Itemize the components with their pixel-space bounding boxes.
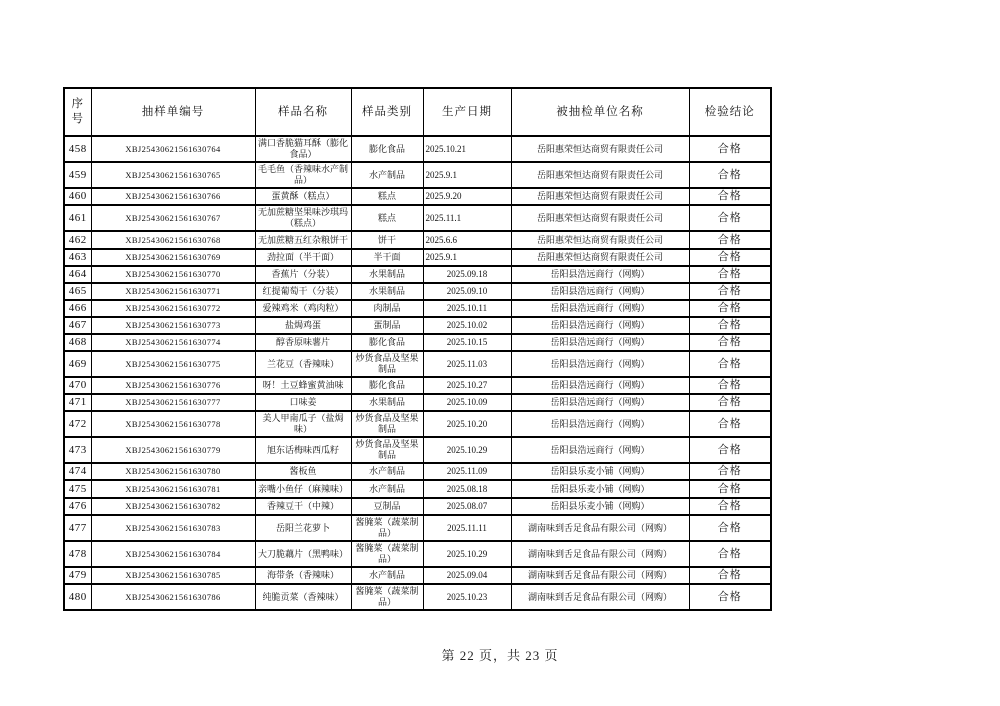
unit-cell: 岳阳县乐麦小铺（网购） (511, 480, 689, 498)
result-cell: 合格 (689, 205, 771, 231)
table-row (64, 266, 771, 283)
category-cell: 酱腌菜（蔬菜制品） (351, 584, 423, 610)
result-cell: 合格 (689, 249, 771, 266)
name-cell: 海带条（香辣味） (255, 567, 351, 584)
date-cell: 2025.6.6 (423, 231, 511, 249)
column-header: 被抽检单位名称 (511, 88, 689, 136)
code-cell: XBJ25430621561630765 (91, 162, 255, 188)
name-cell: 蛋黄酥（糕点） (255, 188, 351, 205)
unit-cell: 湖南味到舌足食品有限公司（网购） (511, 584, 689, 610)
name-cell: 酱板鱼 (255, 463, 351, 480)
table-row (64, 463, 771, 480)
table-row (64, 205, 771, 231)
table-row (64, 249, 771, 266)
seq-cell: 468 (64, 334, 91, 351)
header-row (64, 88, 771, 136)
name-cell: 美人甲南瓜子（盐焗味） (255, 411, 351, 437)
seq-cell: 461 (64, 205, 91, 231)
unit-cell: 岳阳县浩远商行（网购） (511, 266, 689, 283)
result-cell: 合格 (689, 136, 771, 162)
table-row (64, 300, 771, 317)
code-cell: XBJ25430621561630770 (91, 266, 255, 283)
column-header: 抽样单编号 (91, 88, 255, 136)
seq-cell: 474 (64, 463, 91, 480)
unit-cell: 岳阳惠荣恒达商贸有限责任公司 (511, 162, 689, 188)
code-cell: XBJ25430621561630775 (91, 351, 255, 377)
category-cell: 水产制品 (351, 480, 423, 498)
category-cell: 炒货食品及坚果制品 (351, 411, 423, 437)
result-cell: 合格 (689, 394, 771, 411)
code-cell: XBJ25430621561630773 (91, 317, 255, 334)
date-cell: 2025.10.20 (423, 411, 511, 437)
date-cell: 2025.09.18 (423, 266, 511, 283)
result-cell: 合格 (689, 541, 771, 567)
category-cell: 水产制品 (351, 463, 423, 480)
table-row (64, 498, 771, 515)
code-cell: XBJ25430621561630778 (91, 411, 255, 437)
table-row (64, 541, 771, 567)
category-cell: 膨化食品 (351, 334, 423, 351)
code-cell: XBJ25430621561630783 (91, 515, 255, 541)
table-row (64, 584, 771, 610)
date-cell: 2025.09.04 (423, 567, 511, 584)
date-cell: 2025.08.18 (423, 480, 511, 498)
seq-cell: 464 (64, 266, 91, 283)
seq-cell: 476 (64, 498, 91, 515)
category-cell: 水产制品 (351, 567, 423, 584)
result-cell: 合格 (689, 437, 771, 463)
unit-cell: 岳阳县浩远商行（网购） (511, 317, 689, 334)
name-cell: 劲拉面（半干面） (255, 249, 351, 266)
result-cell: 合格 (689, 411, 771, 437)
name-cell: 兰花豆（香辣味） (255, 351, 351, 377)
category-cell: 水果制品 (351, 283, 423, 300)
date-cell: 2025.10.23 (423, 584, 511, 610)
result-cell: 合格 (689, 162, 771, 188)
unit-cell: 岳阳县浩远商行（网购） (511, 300, 689, 317)
unit-cell: 岳阳县浩远商行（网购） (511, 334, 689, 351)
unit-cell: 岳阳县浩远商行（网购） (511, 283, 689, 300)
table-row (64, 567, 771, 584)
column-header: 检验结论 (689, 88, 771, 136)
category-cell: 豆制品 (351, 498, 423, 515)
seq-cell: 479 (64, 567, 91, 584)
name-cell: 盐焗鸡蛋 (255, 317, 351, 334)
table-row (64, 188, 771, 205)
code-cell: XBJ25430621561630779 (91, 437, 255, 463)
category-cell: 酱腌菜（蔬菜制品） (351, 541, 423, 567)
name-cell: 大刀脆藕片（黑鸭味） (255, 541, 351, 567)
table-row (64, 377, 771, 394)
name-cell: 岳阳兰花萝卜 (255, 515, 351, 541)
result-cell: 合格 (689, 567, 771, 584)
date-cell: 2025.09.10 (423, 283, 511, 300)
date-cell: 2025.11.11 (423, 515, 511, 541)
code-cell: XBJ25430621561630769 (91, 249, 255, 266)
name-cell: 爱辣鸡米（鸡肉粒） (255, 300, 351, 317)
table-row (64, 283, 771, 300)
table-row (64, 317, 771, 334)
unit-cell: 岳阳惠荣恒达商贸有限责任公司 (511, 205, 689, 231)
date-cell: 2025.11.1 (423, 205, 511, 231)
name-cell: 毛毛鱼（香辣味水产制品） (255, 162, 351, 188)
name-cell: 亲嘴小鱼仔（麻辣味） (255, 480, 351, 498)
seq-cell: 478 (64, 541, 91, 567)
name-cell: 呀！土豆蜂蜜黄油味 (255, 377, 351, 394)
code-cell: XBJ25430621561630786 (91, 584, 255, 610)
page-number-footer: 第 22 页，共 23 页 (441, 648, 559, 663)
date-cell: 2025.11.09 (423, 463, 511, 480)
category-cell: 半干面 (351, 249, 423, 266)
unit-cell: 岳阳县浩远商行（网购） (511, 437, 689, 463)
date-cell: 2025.10.27 (423, 377, 511, 394)
result-cell: 合格 (689, 515, 771, 541)
result-cell: 合格 (689, 231, 771, 249)
seq-cell: 472 (64, 411, 91, 437)
seq-cell: 462 (64, 231, 91, 249)
result-cell: 合格 (689, 317, 771, 334)
column-header: 序号 (64, 88, 91, 136)
code-cell: XBJ25430621561630784 (91, 541, 255, 567)
seq-cell: 465 (64, 283, 91, 300)
table-row (64, 480, 771, 498)
code-cell: XBJ25430621561630777 (91, 394, 255, 411)
date-cell: 2025.10.29 (423, 541, 511, 567)
unit-cell: 岳阳惠荣恒达商贸有限责任公司 (511, 249, 689, 266)
category-cell: 水产制品 (351, 162, 423, 188)
category-cell: 膨化食品 (351, 377, 423, 394)
code-cell: XBJ25430621561630768 (91, 231, 255, 249)
unit-cell: 湖南味到舌足食品有限公司（网购） (511, 541, 689, 567)
unit-cell: 岳阳惠荣恒达商贸有限责任公司 (511, 231, 689, 249)
date-cell: 2025.08.07 (423, 498, 511, 515)
unit-cell: 岳阳县浩远商行（网购） (511, 394, 689, 411)
result-cell: 合格 (689, 266, 771, 283)
code-cell: XBJ25430621561630780 (91, 463, 255, 480)
table-header (64, 88, 771, 136)
column-header: 样品类别 (351, 88, 423, 136)
category-cell: 膨化食品 (351, 136, 423, 162)
unit-cell: 岳阳县乐麦小铺（网购） (511, 498, 689, 515)
table-row (64, 334, 771, 351)
code-cell: XBJ25430621561630767 (91, 205, 255, 231)
code-cell: XBJ25430621561630772 (91, 300, 255, 317)
table-row (64, 411, 771, 437)
code-cell: XBJ25430621561630782 (91, 498, 255, 515)
result-cell: 合格 (689, 463, 771, 480)
unit-cell: 湖南味到舌足食品有限公司（网购） (511, 567, 689, 584)
code-cell: XBJ25430621561630764 (91, 136, 255, 162)
date-cell: 2025.10.21 (423, 136, 511, 162)
result-cell: 合格 (689, 480, 771, 498)
code-cell: XBJ25430621561630774 (91, 334, 255, 351)
result-cell: 合格 (689, 351, 771, 377)
name-cell: 醇香原味薯片 (255, 334, 351, 351)
seq-cell: 469 (64, 351, 91, 377)
name-cell: 纯脆贡菜（香辣味） (255, 584, 351, 610)
date-cell: 2025.10.29 (423, 437, 511, 463)
unit-cell: 岳阳惠荣恒达商贸有限责任公司 (511, 136, 689, 162)
category-cell: 蛋制品 (351, 317, 423, 334)
table-row (64, 515, 771, 541)
seq-cell: 475 (64, 480, 91, 498)
table-row (64, 231, 771, 249)
category-cell: 糕点 (351, 188, 423, 205)
code-cell: XBJ25430621561630776 (91, 377, 255, 394)
result-cell: 合格 (689, 334, 771, 351)
date-cell: 2025.10.15 (423, 334, 511, 351)
name-cell: 旭东话梅味西瓜籽 (255, 437, 351, 463)
seq-cell: 460 (64, 188, 91, 205)
date-cell: 2025.9.1 (423, 249, 511, 266)
seq-cell: 466 (64, 300, 91, 317)
category-cell: 肉制品 (351, 300, 423, 317)
name-cell: 香蕉片（分装） (255, 266, 351, 283)
unit-cell: 湖南味到舌足食品有限公司（网购） (511, 515, 689, 541)
code-cell: XBJ25430621561630766 (91, 188, 255, 205)
name-cell: 无加蔗糖五红杂粮饼干 (255, 231, 351, 249)
code-cell: XBJ25430621561630785 (91, 567, 255, 584)
seq-cell: 459 (64, 162, 91, 188)
category-cell: 炒货食品及坚果制品 (351, 437, 423, 463)
table-row (64, 162, 771, 188)
table-row (64, 136, 771, 162)
date-cell: 2025.10.09 (423, 394, 511, 411)
unit-cell: 岳阳县浩远商行（网购） (511, 377, 689, 394)
category-cell: 炒货食品及坚果制品 (351, 351, 423, 377)
seq-cell: 463 (64, 249, 91, 266)
unit-cell: 岳阳县浩远商行（网购） (511, 351, 689, 377)
category-cell: 糕点 (351, 205, 423, 231)
date-cell: 2025.10.02 (423, 317, 511, 334)
table-row (64, 351, 771, 377)
seq-cell: 480 (64, 584, 91, 610)
code-cell: XBJ25430621561630771 (91, 283, 255, 300)
name-cell: 香辣豆干（中辣） (255, 498, 351, 515)
result-cell: 合格 (689, 498, 771, 515)
result-cell: 合格 (689, 377, 771, 394)
date-cell: 2025.11.03 (423, 351, 511, 377)
seq-cell: 471 (64, 394, 91, 411)
result-cell: 合格 (689, 188, 771, 205)
unit-cell: 岳阳惠荣恒达商贸有限责任公司 (511, 188, 689, 205)
date-cell: 2025.9.1 (423, 162, 511, 188)
inspection-results-table (63, 87, 772, 611)
result-cell: 合格 (689, 300, 771, 317)
column-header: 样品名称 (255, 88, 351, 136)
seq-cell: 470 (64, 377, 91, 394)
name-cell: 红提葡萄干（分装） (255, 283, 351, 300)
date-cell: 2025.9.20 (423, 188, 511, 205)
name-cell: 无加蔗糖坚果味沙琪玛（糕点） (255, 205, 351, 231)
name-cell: 口味姜 (255, 394, 351, 411)
seq-cell: 467 (64, 317, 91, 334)
category-cell: 水果制品 (351, 394, 423, 411)
unit-cell: 岳阳县浩远商行（网购） (511, 411, 689, 437)
table-row (64, 437, 771, 463)
category-cell: 酱腌菜（蔬菜制品） (351, 515, 423, 541)
column-header: 生产日期 (423, 88, 511, 136)
seq-cell: 477 (64, 515, 91, 541)
results-table-body (64, 136, 771, 610)
code-cell: XBJ25430621561630781 (91, 480, 255, 498)
seq-cell: 458 (64, 136, 91, 162)
name-cell: 满口香脆猫耳酥（膨化食品） (255, 136, 351, 162)
category-cell: 饼干 (351, 231, 423, 249)
result-cell: 合格 (689, 584, 771, 610)
category-cell: 水果制品 (351, 266, 423, 283)
unit-cell: 岳阳县乐麦小铺（网购） (511, 463, 689, 480)
result-cell: 合格 (689, 283, 771, 300)
date-cell: 2025.10.11 (423, 300, 511, 317)
table-row (64, 394, 771, 411)
seq-cell: 473 (64, 437, 91, 463)
